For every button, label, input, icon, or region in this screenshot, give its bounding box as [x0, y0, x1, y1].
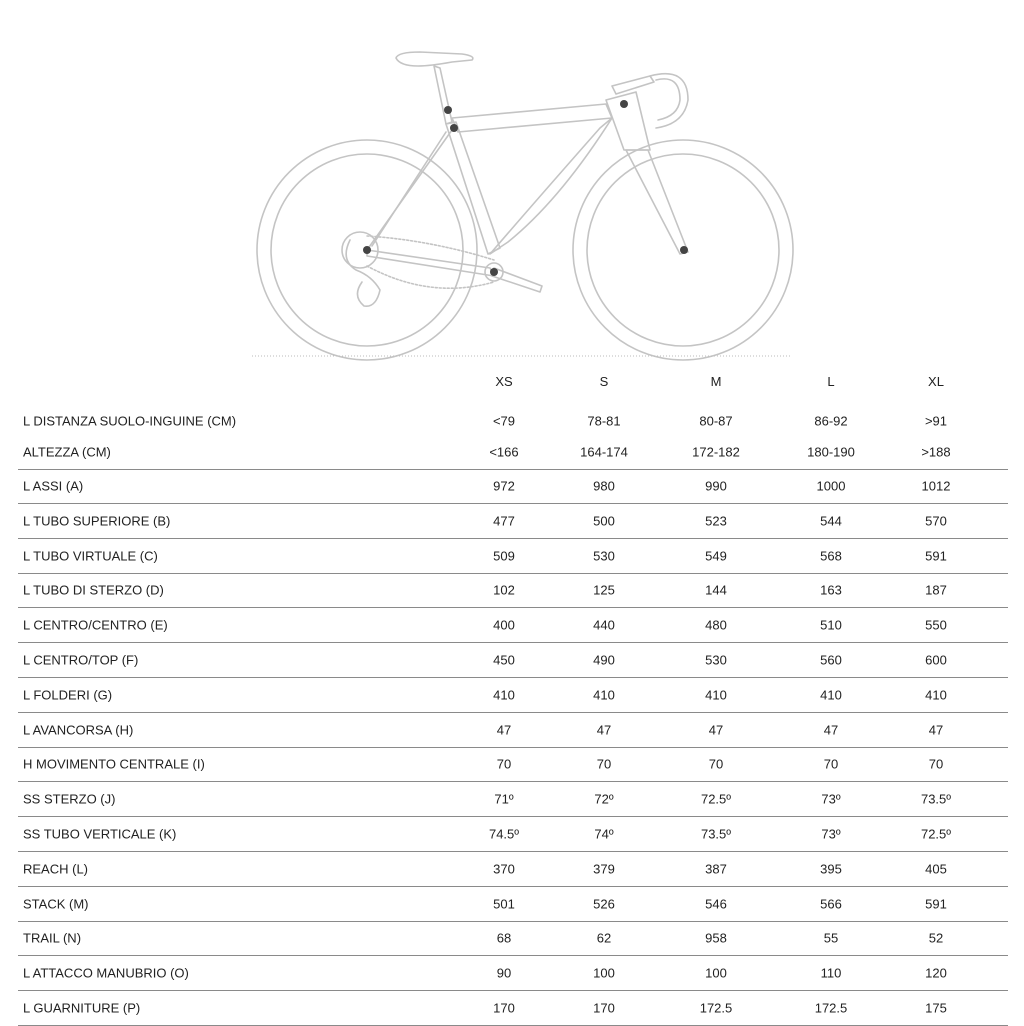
cell-value: 175 — [925, 1000, 947, 1016]
cell-value: 125 — [593, 582, 615, 598]
table-row — [18, 608, 1008, 643]
cell-value: 544 — [820, 513, 842, 529]
cell-value: 400 — [493, 617, 515, 633]
cell-value: 591 — [925, 896, 947, 912]
row-label: H MOVIMENTO CENTRALE (I) — [23, 756, 205, 772]
table-row — [18, 852, 1008, 887]
cell-value: 566 — [820, 896, 842, 912]
row-label: L GUARNITURE (P) — [23, 1000, 141, 1016]
cell-value: 591 — [925, 548, 947, 564]
cell-value: 395 — [820, 861, 842, 877]
cell-value: 387 — [705, 861, 727, 877]
table-row — [18, 643, 1008, 678]
cell-value: 1012 — [921, 478, 951, 494]
cell-value: 600 — [925, 652, 947, 668]
cell-value: <166 — [489, 444, 519, 460]
cell-value: 180-190 — [807, 444, 855, 460]
size-header-xl: XL — [928, 374, 944, 389]
cell-value: 70 — [596, 756, 612, 772]
cell-value: 70 — [708, 756, 724, 772]
row-label: L ATTACCO MANUBRIO (O) — [23, 965, 189, 981]
cell-value: 74º — [594, 826, 614, 842]
cell-value: 570 — [925, 513, 947, 529]
table-row — [18, 435, 1008, 470]
cell-value: 68 — [496, 930, 512, 946]
cell-value: 172-182 — [692, 444, 740, 460]
cell-value: 990 — [705, 478, 727, 494]
cell-value: 490 — [593, 652, 615, 668]
cell-value: 560 — [820, 652, 842, 668]
cell-value: 86-92 — [814, 413, 848, 429]
row-label: L CENTRO/CENTRO (E) — [23, 617, 168, 633]
cell-value: 410 — [820, 687, 842, 703]
cell-value: 546 — [705, 896, 727, 912]
cell-value: 526 — [593, 896, 615, 912]
cell-value: 47 — [496, 722, 512, 738]
cell-value: 100 — [705, 965, 727, 981]
row-label: L TUBO DI STERZO (D) — [23, 582, 164, 598]
cell-value: 72º — [594, 791, 614, 807]
cell-value: 78-81 — [587, 413, 621, 429]
row-label: SS TUBO VERTICALE (K) — [23, 826, 177, 842]
row-label: TRAIL (N) — [23, 930, 82, 946]
cell-value: 164-174 — [580, 444, 628, 460]
cell-value: 47 — [708, 722, 724, 738]
cell-value: 52 — [928, 930, 944, 946]
cell-value: 100 — [593, 965, 615, 981]
cell-value: 163 — [820, 582, 842, 598]
cell-value: 90 — [496, 965, 512, 981]
cell-value: 73.5º — [920, 791, 952, 807]
row-label: REACH (L) — [23, 861, 89, 877]
cell-value: 74.5º — [488, 826, 520, 842]
row-label: L AVANCORSA (H) — [23, 722, 134, 738]
cell-value: 549 — [705, 548, 727, 564]
table-row — [18, 991, 1008, 1026]
cell-value: 477 — [493, 513, 515, 529]
cell-value: 980 — [593, 478, 615, 494]
table-row — [18, 887, 1008, 922]
table-row — [18, 747, 1008, 782]
cell-value: 47 — [596, 722, 612, 738]
cell-value: 72.5º — [700, 791, 732, 807]
table-row — [18, 539, 1008, 574]
cell-value: 1000 — [816, 478, 846, 494]
cell-value: 172.5 — [814, 1000, 848, 1016]
cell-value: >91 — [924, 413, 948, 429]
cell-value: >188 — [921, 444, 951, 460]
cell-value: 73º — [821, 826, 841, 842]
cell-value: 410 — [705, 687, 727, 703]
cell-value: 501 — [493, 896, 515, 912]
row-label: L DISTANZA SUOLO-INGUINE (CM) — [23, 413, 237, 429]
cell-value: 144 — [705, 582, 727, 598]
size-header-l: L — [827, 374, 835, 389]
row-label: ALTEZZA (CM) — [23, 444, 111, 460]
bike-frame-diagram — [0, 0, 1024, 370]
cell-value: 70 — [928, 756, 944, 772]
cell-value: 530 — [705, 652, 727, 668]
cell-value: 102 — [493, 582, 515, 598]
cell-value: 70 — [823, 756, 839, 772]
size-header-m: M — [710, 374, 722, 389]
row-label: L FOLDERI (G) — [23, 687, 113, 703]
cell-value: 71º — [494, 791, 514, 807]
cell-value: 480 — [705, 617, 727, 633]
table-row — [18, 678, 1008, 713]
saddle — [396, 52, 473, 66]
cell-value: 972 — [493, 478, 515, 494]
cell-value: 62 — [596, 930, 612, 946]
table-row — [18, 956, 1008, 991]
cell-value: 170 — [493, 1000, 515, 1016]
cell-value: 379 — [593, 861, 615, 877]
cell-value: 187 — [925, 582, 947, 598]
cell-value: 958 — [705, 930, 727, 946]
table-row — [18, 573, 1008, 608]
cell-value: 47 — [823, 722, 839, 738]
size-header-s: S — [599, 374, 609, 389]
table-row — [18, 817, 1008, 852]
cell-value: 80-87 — [699, 413, 733, 429]
cell-value: 500 — [593, 513, 615, 529]
cell-value: 47 — [928, 722, 944, 738]
row-label: L TUBO SUPERIORE (B) — [23, 513, 171, 529]
table-row — [18, 504, 1008, 539]
cell-value: 410 — [593, 687, 615, 703]
cell-value: 410 — [925, 687, 947, 703]
cell-value: 440 — [593, 617, 615, 633]
row-label: SS STERZO (J) — [23, 791, 116, 807]
cell-value: 70 — [496, 756, 512, 772]
cell-value: 170 — [593, 1000, 615, 1016]
cell-value: 450 — [493, 652, 515, 668]
cell-value: 73.5º — [700, 826, 732, 842]
cell-value: 510 — [820, 617, 842, 633]
cell-value: 110 — [820, 965, 842, 981]
row-label: L TUBO VIRTUALE (C) — [23, 548, 158, 564]
cell-value: 568 — [820, 548, 842, 564]
cell-value: 550 — [925, 617, 947, 633]
cell-value: 509 — [493, 548, 515, 564]
cell-value: 172.5 — [699, 1000, 733, 1016]
table-row — [18, 469, 1008, 504]
cell-value: 410 — [493, 687, 515, 703]
table-row — [18, 921, 1008, 956]
table-row — [18, 782, 1008, 817]
cell-value: <79 — [492, 413, 516, 429]
row-label: L ASSI (A) — [23, 478, 84, 494]
table-row — [18, 713, 1008, 748]
cell-value: 120 — [925, 965, 947, 981]
cell-value: 73º — [821, 791, 841, 807]
row-label: L CENTRO/TOP (F) — [23, 652, 139, 668]
row-label: STACK (M) — [23, 896, 89, 912]
cell-value: 523 — [705, 513, 727, 529]
cell-value: 370 — [493, 861, 515, 877]
cell-value: 55 — [823, 930, 839, 946]
cell-value: 72.5º — [920, 826, 952, 842]
cell-value: 405 — [925, 861, 947, 877]
table-row — [18, 405, 1008, 437]
cell-value: 530 — [593, 548, 615, 564]
size-header-xs: XS — [495, 374, 513, 389]
